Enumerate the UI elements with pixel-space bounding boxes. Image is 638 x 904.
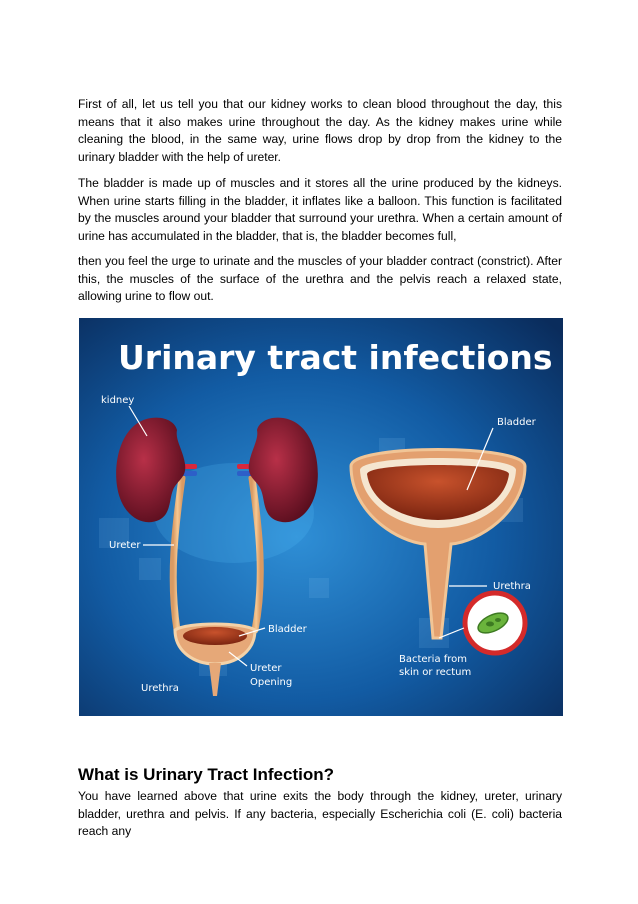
infographic-title: Urinary tract infections — [118, 338, 553, 377]
label-bladder-small: Bladder — [268, 624, 307, 635]
label-ureter: Ureter — [109, 540, 141, 551]
label-ureter-opening-line1: Ureter — [250, 663, 282, 674]
label-bladder-large: Bladder — [497, 417, 536, 428]
bacteria-inset — [465, 593, 525, 653]
label-bacteria-line2: skin or rectum — [399, 667, 472, 678]
label-urethra-small: Urethra — [141, 683, 179, 694]
small-bladder-urine — [183, 627, 247, 645]
paragraph-kidney-function: First of all, let us tell you that our kidney works to clean blood throughout the day, this means that it also makes urine throughout the day. As the kidney makes urine while cleaning the blood, in the same way, urine flows drop by drop from the kidney to the urinary bladder with the help of ureter. — [78, 97, 562, 165]
label-ureter-opening-line2: Opening — [250, 677, 293, 688]
label-urethra-large: Urethra — [493, 581, 531, 592]
section-heading: What is Urinary Tract Infection? — [78, 765, 334, 784]
urinary-tract-infographic — [79, 318, 563, 716]
label-bacteria-line1: Bacteria from — [399, 654, 468, 665]
paragraph-bladder-function: The bladder is made up of muscles and it stores all the urine produced by the kidneys. When urine starts filling in the bladder, it inflates like a balloon. This function is facilitated by the muscles around your bladder that surround your urethra. When a certain amount of urine has accumulated in the bladder, that is, the bladder becomes full, — [78, 176, 562, 244]
infographic-svg — [79, 318, 563, 716]
paragraph-urination: then you feel the urge to urinate and the muscles of your bladder contract (constrict). After this, the muscles of the surface of the urethra and the pelvis reach a relaxed state, allowing urine to flow out. — [78, 254, 562, 304]
paragraph-uti-intro: You have learned above that urine exits the body through the kidney, ureter, urinary bladder, urethra and pelvis. If any bacteria, especially Escherichia coli (E. coli) bacteria reach any — [78, 789, 562, 839]
label-kidney: kidney — [101, 395, 135, 406]
